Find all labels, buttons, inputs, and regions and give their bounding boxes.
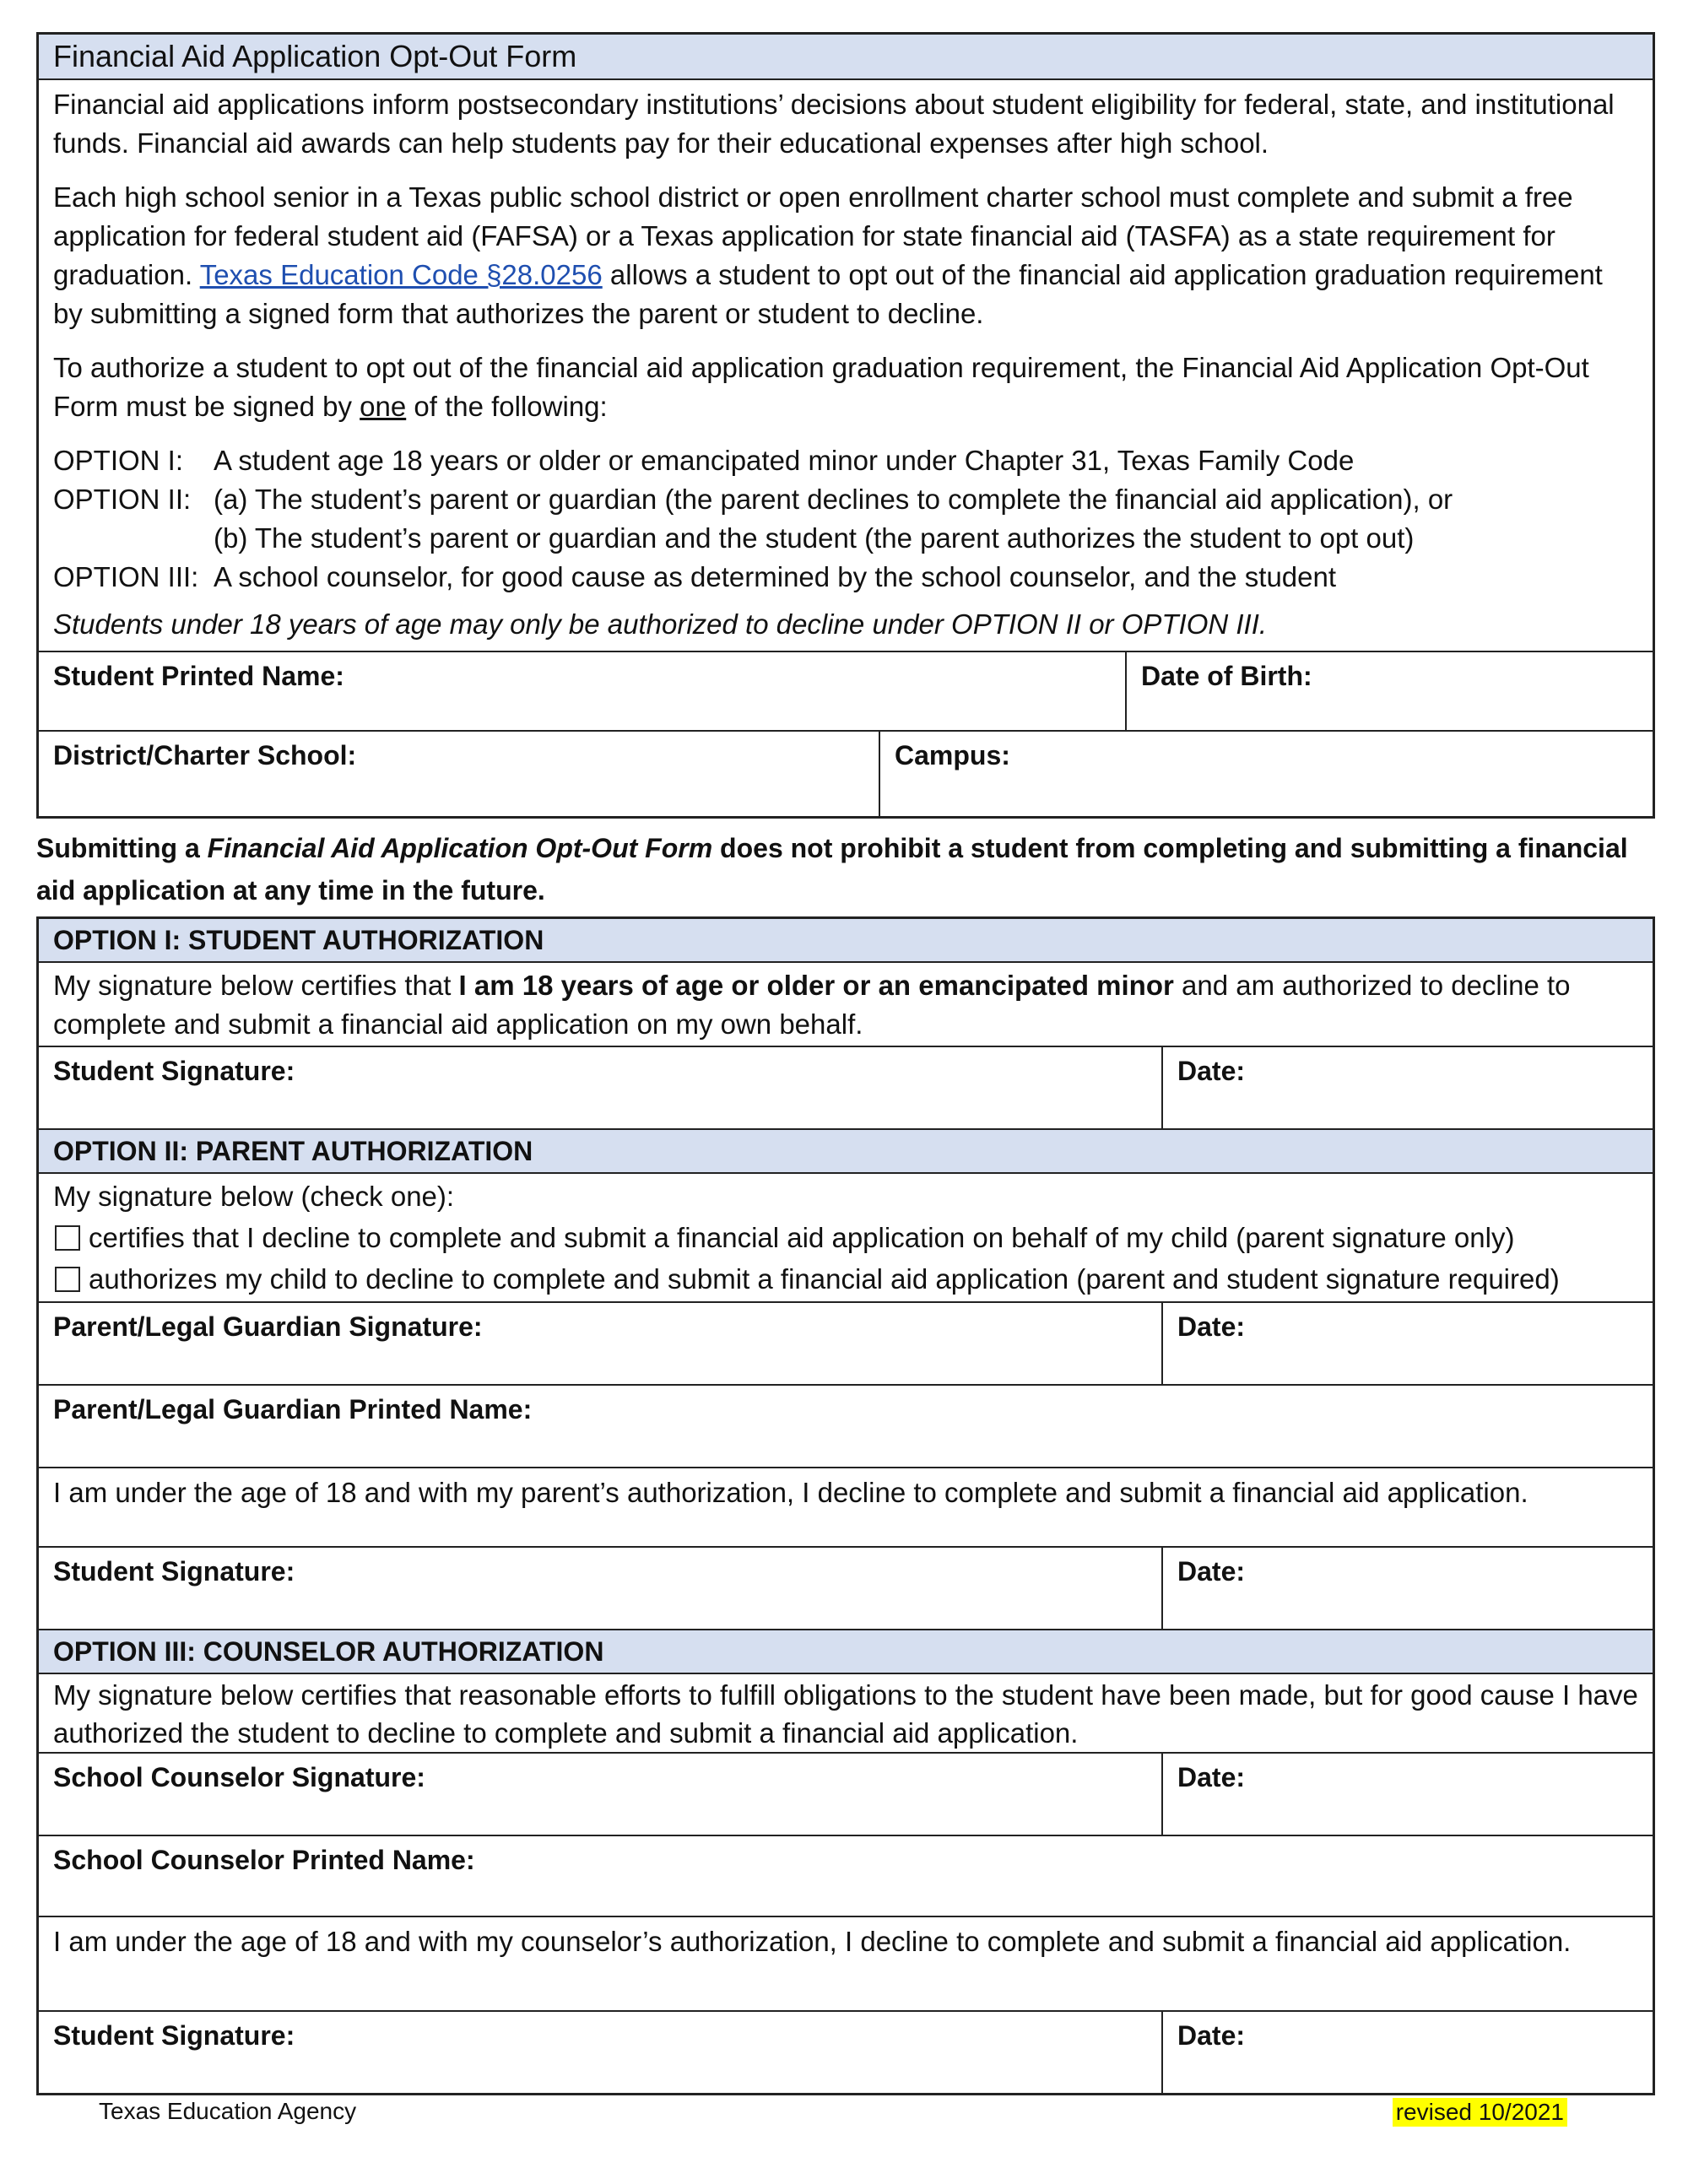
student-statement: I am under the age of 18 and with my counselor’s authorization, I decline to complete and submit a financial aid application. bbox=[53, 1926, 1572, 1957]
option3-text: My signature below certifies that reasonable efforts to fulfill obligations to the student have been made, but for good cause I have authorized the student to decline to complete and submit a financial aid application. bbox=[53, 1679, 1638, 1749]
student-printed-name-field[interactable] bbox=[39, 652, 1125, 730]
counselor-printed-name-field[interactable] bbox=[39, 1836, 1653, 1916]
option1-signature-row bbox=[39, 1046, 1653, 1128]
option2-student-statement-row bbox=[39, 1467, 1653, 1546]
checkbox-label: certifies that I decline to complete and submit a financial aid application on behalf of my child (parent signature only) bbox=[89, 1222, 1515, 1253]
date-field[interactable] bbox=[1161, 1047, 1653, 1128]
field-label: Parent/Legal Guardian Signature: bbox=[53, 1311, 483, 1342]
footer-revised: revised 10/2021 bbox=[1393, 2098, 1567, 2127]
district-field[interactable] bbox=[39, 732, 879, 816]
field-label: Date: bbox=[1177, 1056, 1246, 1086]
option-text: A student age 18 years or older or emancipated minor under Chapter 31, Texas Family Code bbox=[214, 445, 1355, 476]
note-start: Submitting a bbox=[36, 833, 208, 863]
intro-p3-end: of the following: bbox=[406, 391, 608, 422]
option-list-line bbox=[53, 558, 1638, 597]
submit-note bbox=[36, 819, 1655, 916]
option-list-line bbox=[53, 519, 1638, 558]
intro-p3-underlined: one bbox=[360, 391, 407, 422]
field-label: Student Signature: bbox=[53, 2020, 295, 2051]
option-text: A school counselor, for good cause as determined by the school counselor, and the student bbox=[214, 561, 1337, 592]
option-key: OPTION III: bbox=[53, 561, 199, 592]
parent-signature-field[interactable] bbox=[39, 1303, 1161, 1384]
option-key: OPTION I: bbox=[53, 445, 184, 476]
field-label: School Counselor Printed Name: bbox=[53, 1845, 475, 1875]
parent-signature-row bbox=[39, 1301, 1653, 1384]
opt-out-form bbox=[36, 32, 1655, 2095]
footer-agency: Texas Education Agency bbox=[99, 2098, 357, 2124]
field-label: Student Printed Name: bbox=[53, 661, 344, 691]
student-signature-field[interactable] bbox=[39, 2012, 1161, 2093]
option-list-line bbox=[53, 480, 1638, 519]
option2-intro: My signature below (check one): bbox=[53, 1181, 455, 1212]
student-name-row bbox=[39, 651, 1653, 730]
field-label: Student Signature: bbox=[53, 1056, 295, 1086]
intro-p2-start: Each high school senior in a Texas public school district or open enrollment charter school must complete and submit a free application for federal student aid (FAFSA) or a Texas application for state financial aid (TASFA) as a state requirement for graduation. bbox=[53, 181, 1573, 290]
district-row bbox=[39, 730, 1653, 816]
intro-paragraph-3 bbox=[53, 349, 1638, 426]
counselor-name-row bbox=[39, 1835, 1653, 1916]
form-title: Financial Aid Application Opt-Out Form bbox=[53, 39, 577, 73]
intro-text bbox=[39, 80, 1653, 651]
student-statement: I am under the age of 18 and with my parent’s authorization, I decline to complete and submit a financial aid application. bbox=[53, 1477, 1528, 1508]
field-label: Date of Birth: bbox=[1141, 661, 1312, 691]
note-end: does not prohibit a student from completing and submitting a financial aid application at any time in the future. bbox=[36, 833, 1628, 905]
section-title: OPTION II: PARENT AUTHORIZATION bbox=[53, 1135, 533, 1166]
info-box bbox=[36, 32, 1655, 819]
field-label: Date: bbox=[1177, 1762, 1246, 1792]
date-field[interactable] bbox=[1161, 2012, 1653, 2093]
date-field[interactable] bbox=[1161, 1754, 1653, 1835]
text-start: My signature below certifies that bbox=[53, 970, 459, 1001]
parent-name-row bbox=[39, 1384, 1653, 1467]
field-label: School Counselor Signature: bbox=[53, 1762, 425, 1792]
options-list bbox=[53, 441, 1638, 597]
option-text: (a) The student’s parent or guardian (the parent declines to complete the financial aid application), or bbox=[214, 484, 1453, 515]
option-list-line bbox=[53, 441, 1638, 480]
field-label: Date: bbox=[1177, 1556, 1246, 1587]
campus-field[interactable] bbox=[879, 732, 1653, 816]
option-text: (b) The student’s parent or guardian and the student (the parent authorizes the student to opt out) bbox=[214, 522, 1415, 554]
note-italic: Financial Aid Application Opt-Out Form bbox=[207, 833, 713, 863]
text-bold: I am 18 years of age or older or an emancipated minor bbox=[458, 970, 1174, 1001]
field-label: Date: bbox=[1177, 1311, 1246, 1342]
option2-text bbox=[39, 1174, 1653, 1301]
parent-printed-name-field[interactable] bbox=[39, 1386, 1653, 1467]
intro-p2-end: allows a student to opt out of the financial aid application graduation requirement by submitting a signed form that authorizes the parent or student to decline. bbox=[53, 259, 1603, 329]
option-key bbox=[53, 519, 214, 558]
form-title-bar bbox=[39, 35, 1653, 80]
field-label: Campus: bbox=[895, 740, 1010, 770]
option1-text bbox=[39, 963, 1653, 1046]
date-field[interactable] bbox=[1161, 1303, 1653, 1384]
checkbox-row[interactable] bbox=[53, 1217, 1638, 1258]
intro-paragraph-1: Financial aid applications inform postsecondary institutions’ decisions about student eligibility for federal, state, and institutional funds. Financial aid awards can help students pay for their educational expenses after high school. bbox=[53, 89, 1615, 159]
page-footer bbox=[99, 2098, 1567, 2127]
student-signature-field[interactable] bbox=[39, 1047, 1161, 1128]
checkbox-label: authorizes my child to decline to complete and submit a financial aid application (parent and student signature required) bbox=[89, 1263, 1560, 1295]
option3-student-statement-row bbox=[39, 1916, 1653, 2010]
field-label: District/Charter School: bbox=[53, 740, 357, 770]
counselor-signature-row bbox=[39, 1752, 1653, 1835]
option2-header bbox=[39, 1128, 1653, 1174]
intro-p3-start: To authorize a student to opt out of the financial aid application graduation requirement, the Financial Aid Application Opt-Out Form must be signed by bbox=[53, 352, 1589, 422]
checkbox-icon[interactable] bbox=[55, 1267, 80, 1292]
option1-header bbox=[39, 919, 1653, 963]
tec-link[interactable]: Texas Education Code §28.0256 bbox=[199, 259, 603, 290]
student-signature-field[interactable] bbox=[39, 1548, 1161, 1629]
option3-student-signature-row bbox=[39, 2010, 1653, 2093]
field-label: Student Signature: bbox=[53, 1556, 295, 1587]
date-field[interactable] bbox=[1161, 1548, 1653, 1629]
section-title: OPTION I: STUDENT AUTHORIZATION bbox=[53, 924, 544, 955]
field-label: Date: bbox=[1177, 2020, 1246, 2051]
text-end: and am authorized to decline to complete and submit a financial aid application on my own behalf. bbox=[53, 970, 1571, 1040]
option3-header bbox=[39, 1629, 1653, 1674]
counselor-signature-field[interactable] bbox=[39, 1754, 1161, 1835]
field-label: Parent/Legal Guardian Printed Name: bbox=[53, 1394, 533, 1424]
checkbox-row[interactable] bbox=[53, 1258, 1638, 1300]
date-of-birth-field[interactable] bbox=[1125, 652, 1653, 730]
checkbox-icon[interactable] bbox=[55, 1225, 80, 1251]
under18-note: Students under 18 years of age may only be authorized to decline under OPTION II or OPTION III. bbox=[53, 608, 1268, 640]
option-key: OPTION II: bbox=[53, 484, 192, 515]
option2-student-signature-row bbox=[39, 1546, 1653, 1629]
options-box bbox=[36, 916, 1655, 2095]
intro-paragraph-2 bbox=[53, 178, 1638, 333]
section-title: OPTION III: COUNSELOR AUTHORIZATION bbox=[53, 1635, 604, 1667]
